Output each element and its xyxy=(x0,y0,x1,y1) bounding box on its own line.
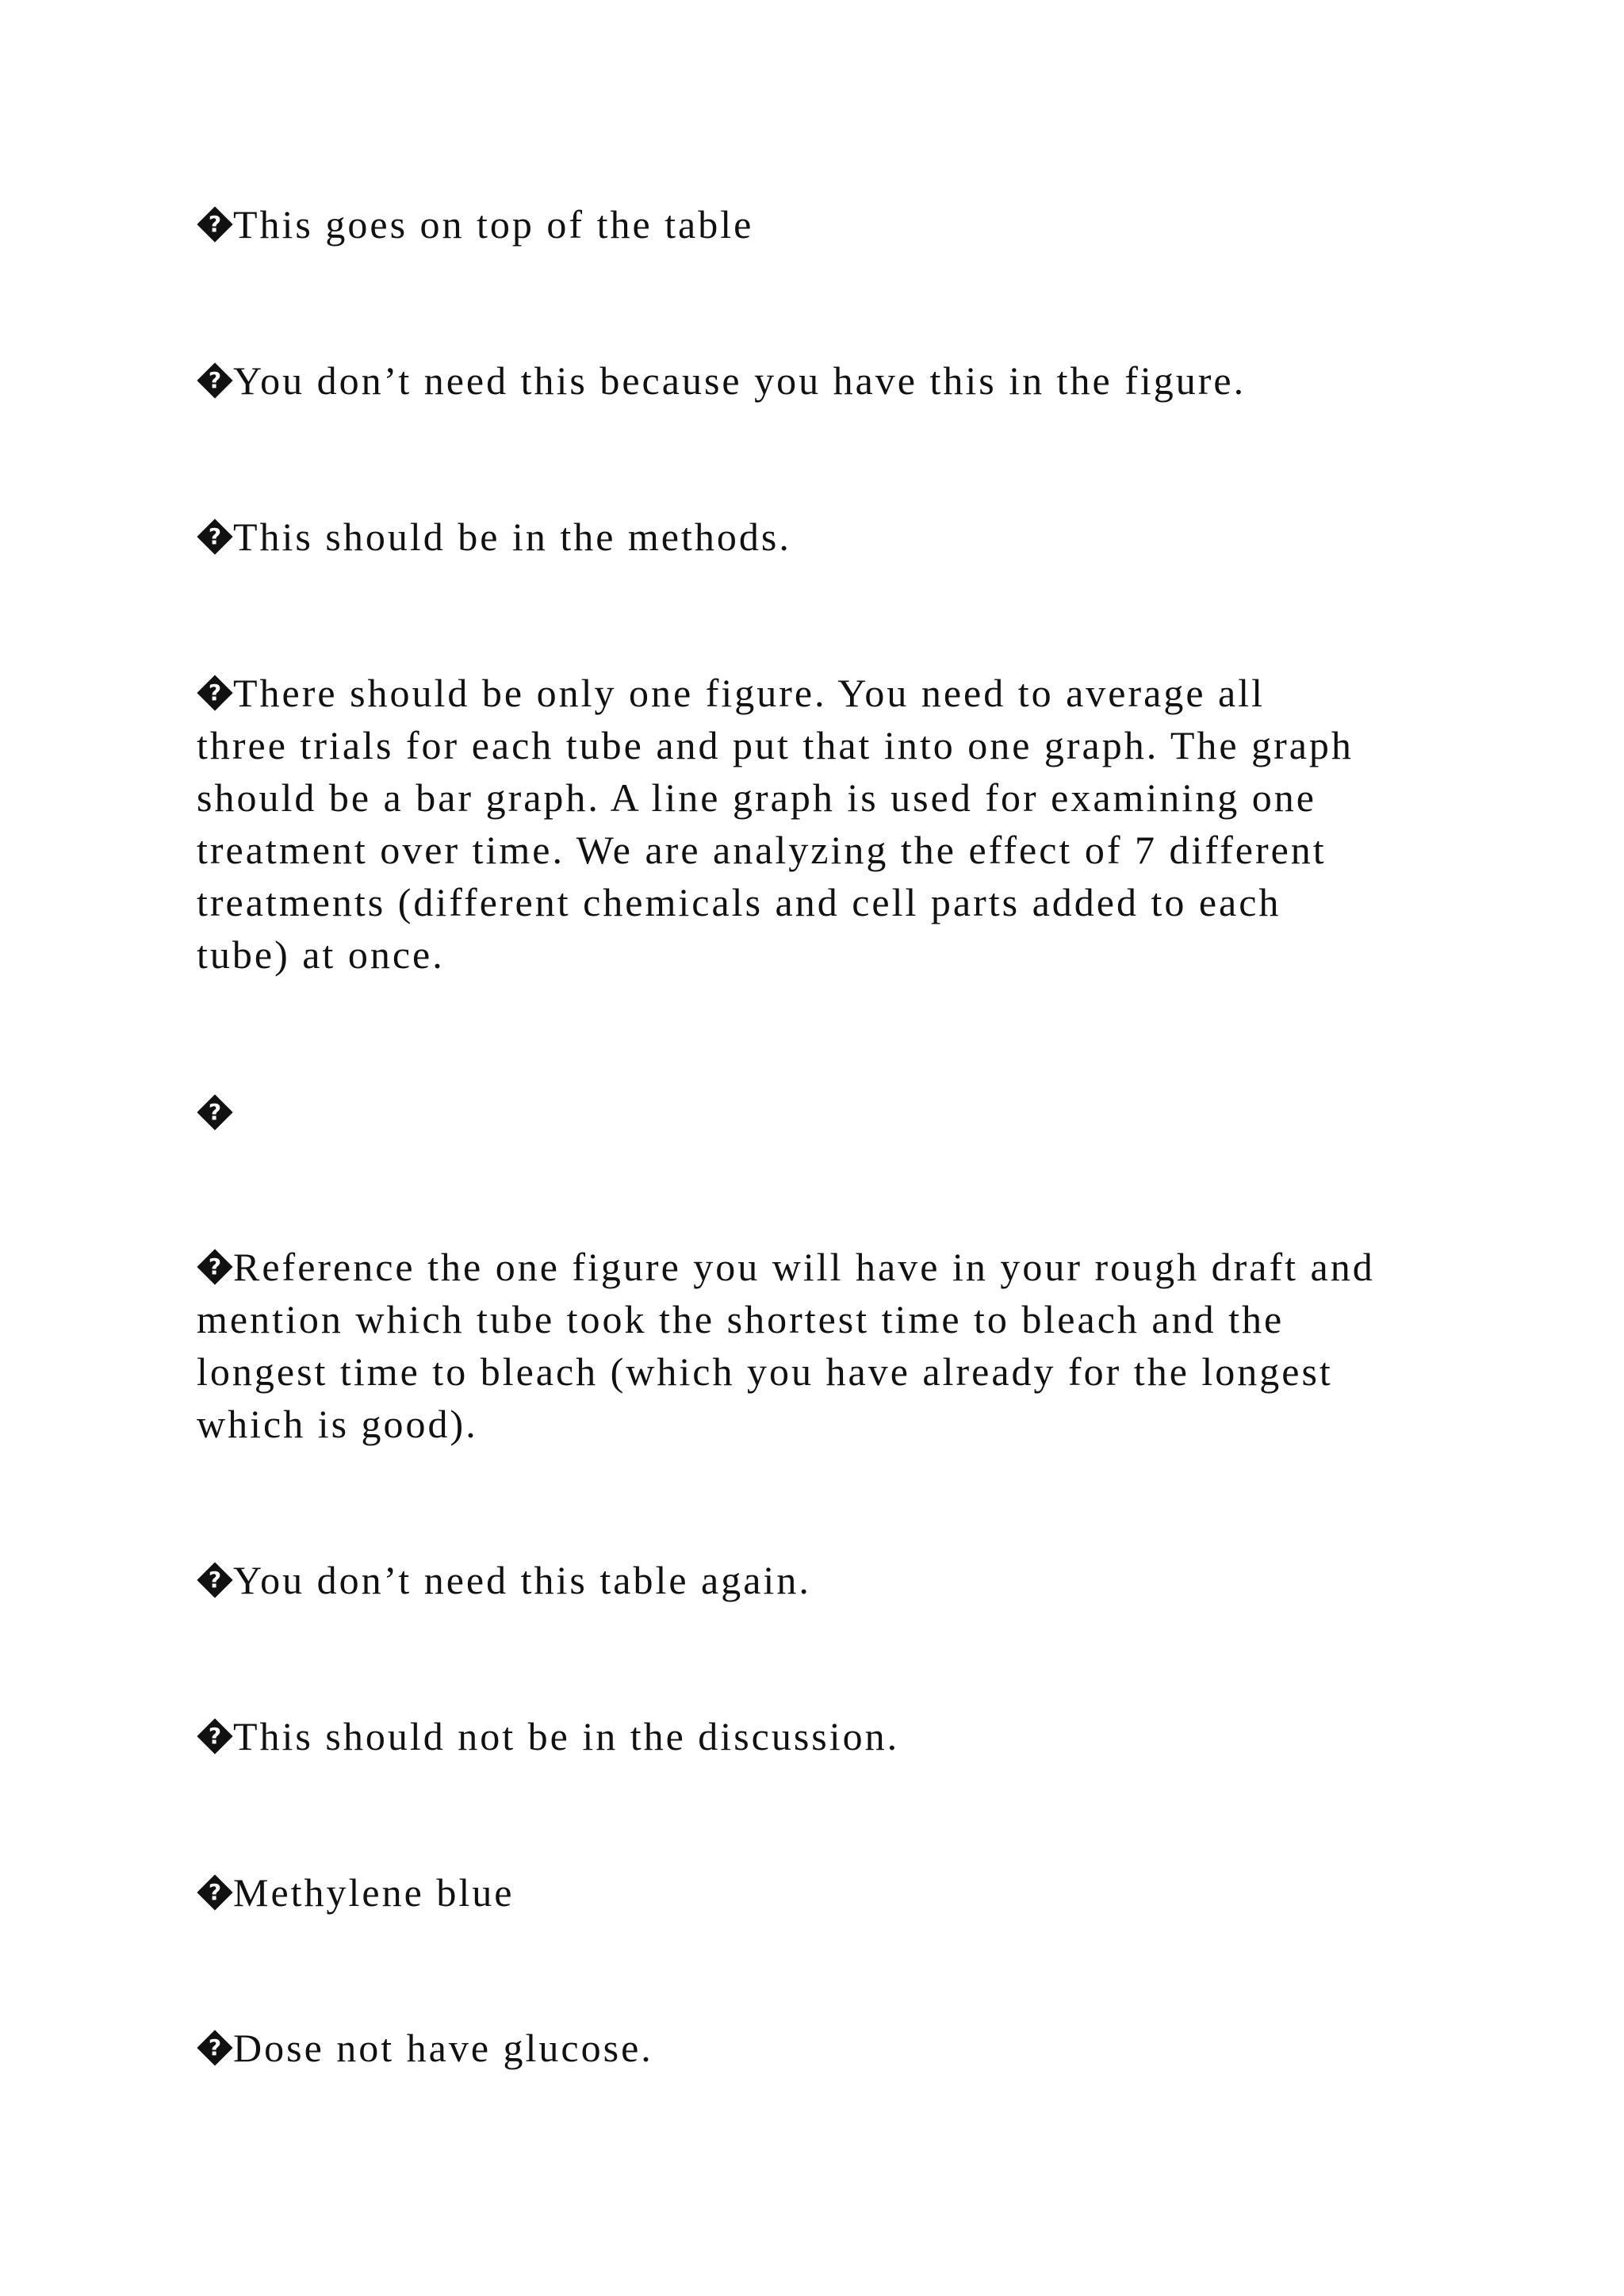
comment-6 xyxy=(197,1241,1450,1450)
comment-line: tube) at once. xyxy=(197,932,445,977)
replacement-character-icon: ? xyxy=(197,519,233,555)
comment-line: should be a bar graph. A line graph is used for examining one xyxy=(197,775,1316,820)
comment-4 xyxy=(197,667,1450,981)
comment-text: This should be in the methods. xyxy=(233,515,791,559)
comment-10 xyxy=(197,2022,1450,2074)
replacement-character-icon: ? xyxy=(197,675,233,711)
comment-line: treatments (different chemicals and cell parts added to each xyxy=(197,880,1281,924)
replacement-character-icon: ? xyxy=(197,206,233,243)
comment-1 xyxy=(197,198,1450,251)
replacement-character-icon: ? xyxy=(197,1094,233,1131)
comment-text: Dose not have glucose. xyxy=(233,2026,653,2070)
comment-text: You don’t need this table again. xyxy=(233,1558,811,1602)
comment-3 xyxy=(197,511,1450,563)
comment-2 xyxy=(197,354,1450,407)
comment-line: three trials for each tube and put that into one graph. The graph xyxy=(197,723,1354,767)
comment-5 xyxy=(197,1086,1450,1138)
comment-line: Reference the one figure you will have in your rough draft and xyxy=(233,1245,1375,1289)
comment-line: treatment over time. We are analyzing the effect of 7 different xyxy=(197,828,1327,872)
comment-7 xyxy=(197,1554,1450,1606)
comment-line: which is good). xyxy=(197,1402,478,1446)
comment-line: mention which tube took the shortest time to bleach and the xyxy=(197,1297,1285,1341)
replacement-character-icon: ? xyxy=(197,1718,233,1755)
comment-text: Methylene blue xyxy=(233,1870,515,1915)
comment-9 xyxy=(197,1866,1450,1919)
comment-text: This goes on top of the table xyxy=(233,202,754,247)
comment-8 xyxy=(197,1710,1450,1762)
comment-line: There should be only one figure. You need to average all xyxy=(233,671,1266,715)
replacement-character-icon: ? xyxy=(197,1562,233,1598)
replacement-character-icon: ? xyxy=(197,2030,233,2066)
comment-text: You don’t need this because you have this in the figure. xyxy=(233,358,1247,403)
comment-text: This should not be in the discussion. xyxy=(233,1714,900,1758)
replacement-character-icon: ? xyxy=(197,362,233,399)
replacement-character-icon: ? xyxy=(197,1249,233,1285)
comment-line: longest time to bleach (which you have already for the longest xyxy=(197,1349,1333,1394)
replacement-character-icon: ? xyxy=(197,1874,233,1911)
